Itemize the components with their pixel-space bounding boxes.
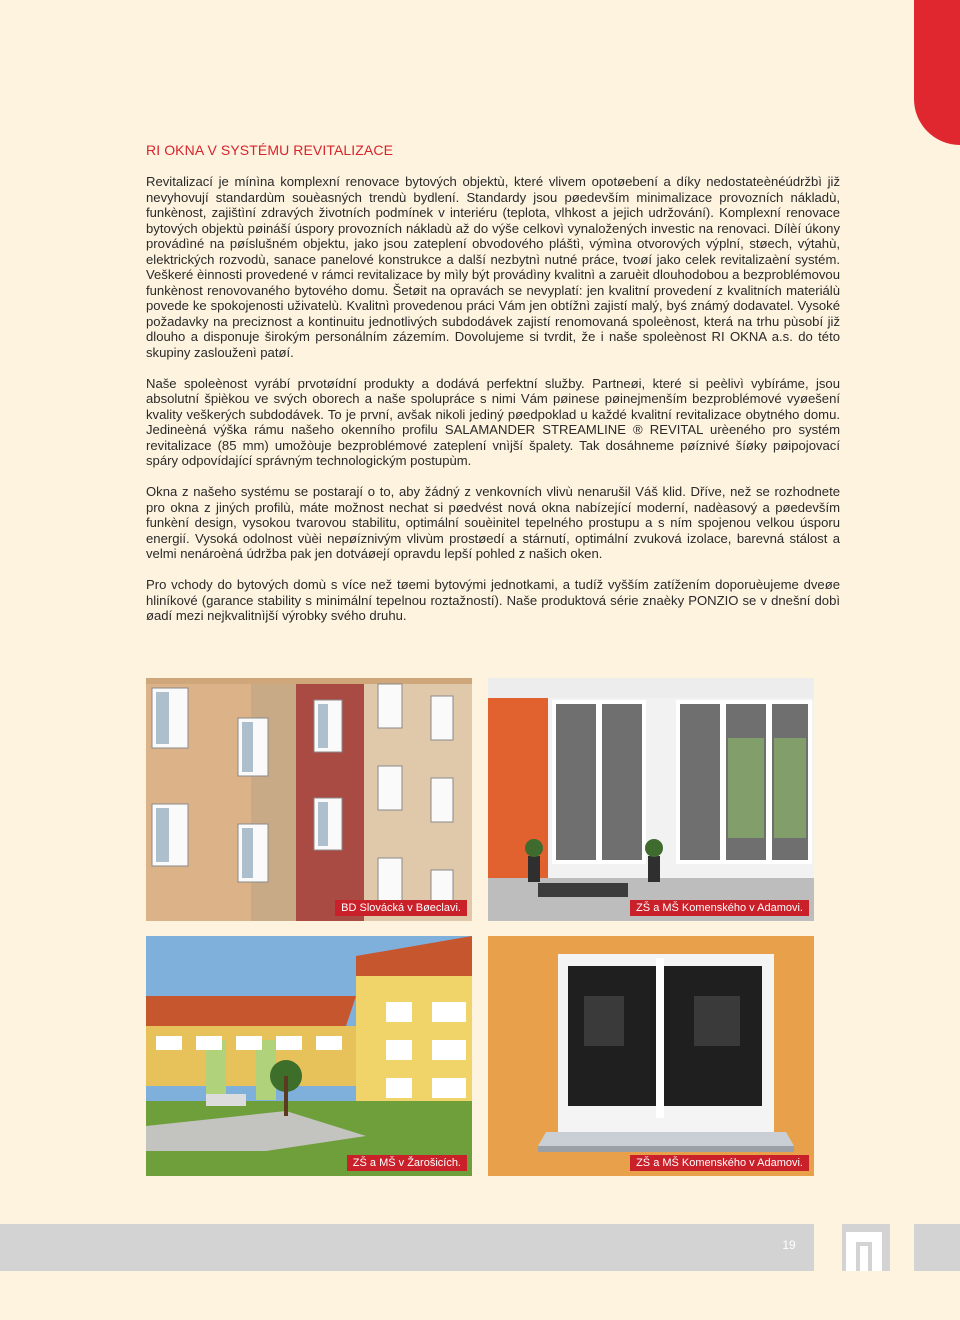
photo-school-entrance	[488, 678, 814, 921]
paragraph: Okna z našeho systému se postarají o to, aby žádný z venkovních vlivù nenarušil Váš klid. Dříve, než se rozhodnete pro okna z jiných profilù, máte možnost nechat si pøedvést nová okna nabízející moderní, nadèasový a pøedevším funkèní design, vysokou tvarovou stabilitu, optimální souèinitel tepelného prostupu a s ním spojenou velkou úsporu energií. Vysoká odolnost vùèi nepøíznivým vlivùm prostøedí a stárnutí, optimální zvuková izolace, barevná stálost a velmi nenároèná údržba pak jen dotváøejí opravdu lepší pohled z našich oken.	[146, 484, 840, 561]
paragraph: Pro vchody do bytových domù s více než tøemi bytovými jednotkami, a tudíž vyšším zatížením doporuèujeme dveøe hliníkové (garance stability s minimální tepelnou roztažností). Naše produktová série znaèky PONZIO se v dnešní dobì øadí mezi nejkvalitnìjší výrobky svého druhu.	[146, 577, 840, 623]
photo-caption: ZŠ a MŠ v Žarošicích.	[347, 1155, 467, 1171]
article-body	[146, 174, 840, 639]
section-heading: RI OKNA V SYSTÉMU REVITALIZACE	[146, 142, 394, 158]
corner-tab	[914, 0, 960, 145]
photo-caption: BD Slovácká v Bøeclavi.	[335, 900, 467, 916]
photo-school-buildings	[146, 936, 472, 1176]
page-number: 19	[782, 1238, 796, 1252]
photo-caption: ZŠ a MŠ Komenského v Adamovi.	[630, 900, 809, 916]
company-logo-icon	[842, 1224, 890, 1271]
paragraph: Naše spoleènost vyrábí prvotøídní produkty a dodává perfektní služby. Partneøi, které si peèlivì vybíráme, jsou absolutní špièkou ve svých oborech a naše spolupráce s nimi Vám pøinese pøinejmenším bezproblémové vyøešení kvality veškerých subdodávek. To je první, avšak nikoli jediný pøedpoklad u každé kvalitní revitalizace obytného domu. Jedineèná výška rámu našeho okenního profilu SALAMANDER STREAMLINE ® REVITAL urèeného pro systém revitalizace (85 mm) umožòuje bezproblémové zateplení vnìjší špalety. Tak dosáhneme pøíznivé šíøky pøipojovací spáry odpovídající správným technologickým postupùm.	[146, 375, 840, 468]
photo-window-detail	[488, 936, 814, 1176]
paragraph: Revitalizací je mínìna komplexní renovace bytových objektù, které vlivem opotøebení a díky nedostateènéúdržbì již nevyhovují standardùm souèasných trendù bydlení. Standardy jsou pøedevším minimalizace provozních nákladù, funkènost, zajištìní zdravých životních podmínek v interiéru (teplota, vlhkost a jejich udržování). Komplexní renovace bytových objektù pøináší úspory provozních nákladù až do výše celkovì vynaložených investic na renovaci. Dílèí úkony provádìné na pøíslušném objektu, jako jsou zateplení obvodového pláštì, výmìna otvorových výplní, støech, výtahù, elektrických rozvodù, sanace panelové konstrukce a další nezbytnì nutné práce, tvoøí jako celek revitalizaèní systém. Veškeré èinnosti provedené v rámci revitalizace by mìly být provádìny kvalitnì a zaruèit dlouhodobou a bezproblémovou funkènost renovovaného bytového domu. Šetøit na opravách se nevyplatí: jen kvalitní provedení z kvalitních materiálù povede ke spokojenosti uživatelù. Kvalitnì provedenou práci Vám jen obtížnì zajistí malý, byś známý dodavatel. Vysoké požadavky na preciznost a kontinuitu jednotlivých subdodávek zajistí renomovaná spoleènost, která na trhu pùsobí již dlouho a disponuje širokým personálním zázemím. Dovolujeme si tvrdit, že i naše spoleènost RI OKNA a.s. do této skupiny zaslouženì patøí.	[146, 174, 840, 360]
photo-building-facade	[146, 678, 472, 921]
footer-bar-end	[914, 1224, 960, 1271]
footer-bar	[0, 1224, 814, 1271]
photo-caption: ZŠ a MŠ Komenského v Adamovi.	[630, 1155, 809, 1171]
